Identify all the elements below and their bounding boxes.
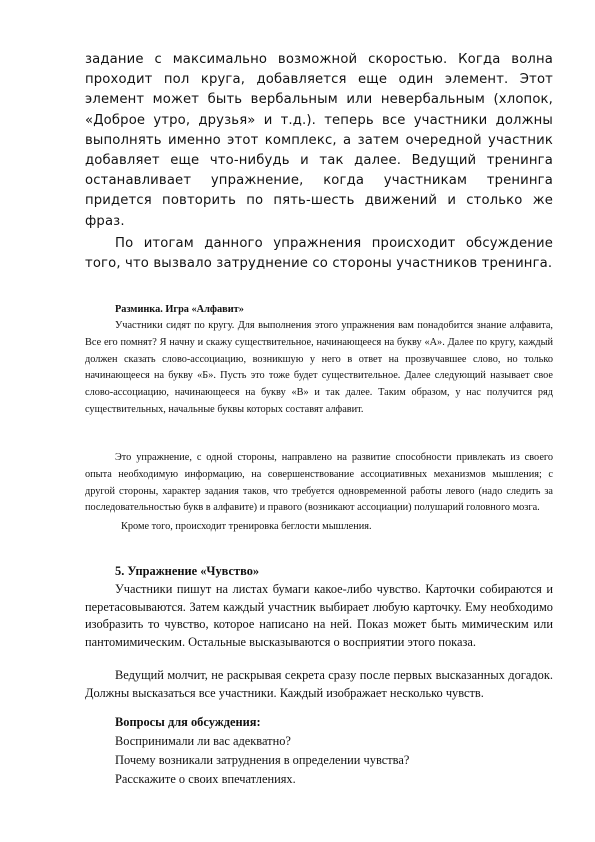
questions-list [85, 733, 553, 789]
intro-paragraph-2 [85, 234, 553, 274]
question-item: Воспринимали ли вас адекватно? [115, 734, 291, 748]
warmup-heading-text: Разминка. Игра «Алфавит» [115, 304, 244, 315]
exercise5-paragraph-1-text: Участники пишут на листах бумаги какое-либо чувство. Карточки собираются и перетасовываются. Затем каждый участник выбирает любую карточку. Ему необходимо изобразить то чувство, которое написано на ней. Показ может быть мимическим или пантомимическим. Остальные высказываются о восприятии этого показа. [85, 582, 553, 649]
exercise5-paragraph-2 [85, 667, 553, 702]
warmup-heading [85, 302, 553, 319]
intro-paragraph-1 [85, 50, 553, 232]
warmup-paragraph-1-text: Участники сидят по кругу. Для выполнения этого упражнения вам понадобится знание алфавита, Все его помнят? Я начну и скажу существительное, начинающееся на букву «А». Далее по кругу, каждый должен сказать слово-ассоциацию, возникшую у него в ответ на прозвучавшее слово, но только начинающееся на букву «Б». Пусть это тоже будет существительное. Далее следующий называет свое слово-ассоциацию, начинающееся на букву «В» и так далее. Таким образом, у нас получится ряд существительных, начальные буквы которых составят алфавит. [85, 320, 553, 415]
questions-heading [85, 714, 553, 732]
warmup-paragraph-3 [85, 519, 553, 536]
intro-paragraph-1-text: задание с максимально возможной скоростью. Когда волна проходит пол круга, добавляется еще один элемент. Этот элемент может быть вербальным или невербальным (хлопок, «Доброе утро, друзья» и т.д.). теперь все участники должны выполнять именно этот комплекс, а затем очередной участник добавляет еще что-нибудь и так далее. Ведущий тренинга останавливает упражнение, когда участникам тренинга придется повторить по пять-шесть движений и столько же фраз. [85, 52, 553, 229]
questions-heading-text: Вопросы для обсуждения: [115, 715, 261, 729]
warmup-paragraph-1 [85, 318, 553, 419]
question-item: Почему возникали затруднения в определении чувства? [115, 752, 410, 767]
exercise5-paragraph-1 [85, 581, 553, 651]
exercise5-heading-text: 5. Упражнение «Чувство» [115, 564, 260, 578]
warmup-paragraph-2 [85, 450, 553, 517]
warmup-paragraph-2-text: Это упражнение, с одной стороны, направлено на развитие способности привлекать из своего опыта необходимую информацию, на совершенствование ассоциативных механизмов мышления; с другой стороны, характер задания таков, что требуется одновременной работы левого (надо следить за последовательностью букв в алфавите) и правого (возникают ассоциации) полушарий головного мозга. [85, 452, 553, 514]
exercise5-heading [85, 563, 553, 581]
intro-paragraph-2-text: По итогам данного упражнения происходит обсуждение того, что вызвало затруднение со стороны участников тренинга. [85, 236, 553, 272]
question-item: Расскажите о своих впечатлениях. [115, 771, 296, 786]
exercise5-paragraph-2-text: Ведущий молчит, не раскрывая секрета сразу после первых высказанных догадок. Должны высказаться все участники. Каждый изображает несколько чувств. [85, 668, 553, 700]
warmup-paragraph-3-text: Кроме того, происходит тренировка беглости мышления. [121, 521, 372, 532]
